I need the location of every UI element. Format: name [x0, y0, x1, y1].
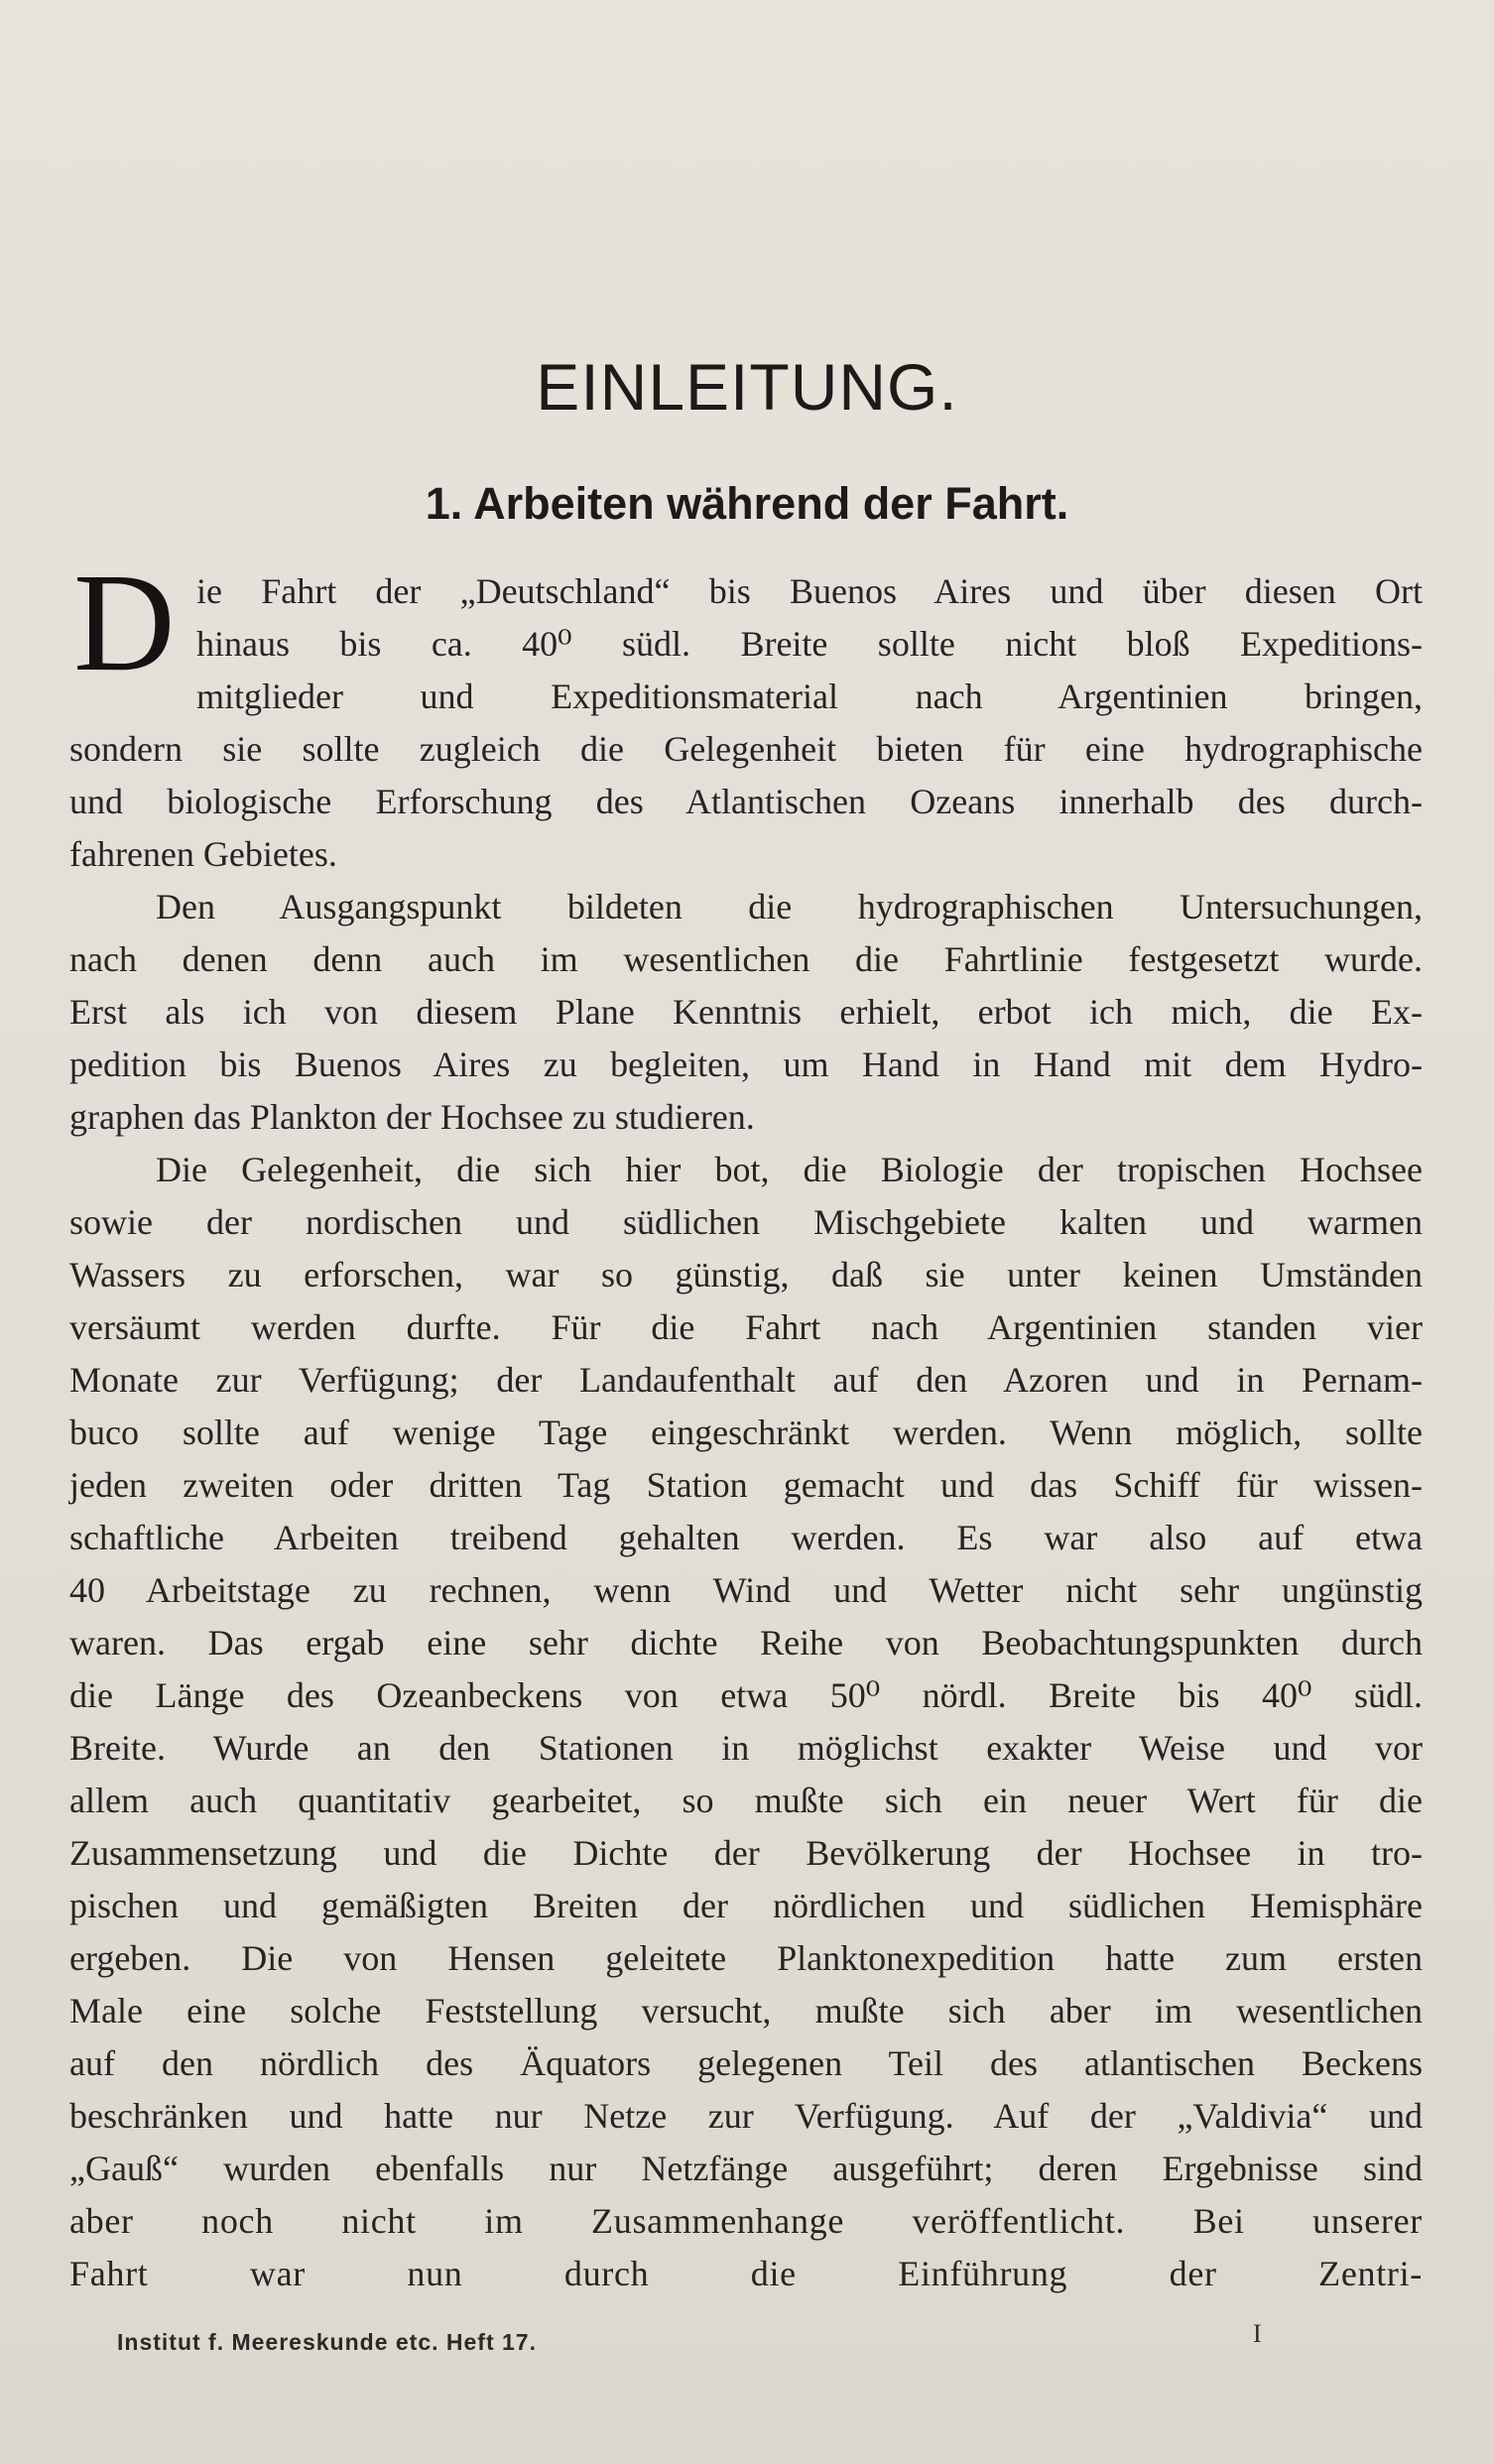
drop-cap: D	[73, 544, 176, 700]
text-line: versäumt werden durfte. Für die Fahrt nach Argentinien standen vier	[69, 1307, 1423, 1347]
text-line: buco sollte auf wenige Tage eingeschränkt werden. Wenn möglich, sollte	[69, 1413, 1423, 1452]
text-line: schaftliche Arbeiten treibend gehalten werden. Es war also auf etwa	[69, 1518, 1423, 1557]
text-line: und biologische Erforschung des Atlantischen Ozeans innerhalb des durch-	[69, 782, 1423, 821]
chapter-title: EINLEITUNG.	[536, 350, 958, 424]
text-line: die Länge des Ozeanbeckens von etwa 50⁰ nördl. Breite bis 40⁰ südl.	[69, 1675, 1423, 1715]
text-line: Wassers zu erforschen, war so günstig, daß sie unter keinen Umständen	[69, 1255, 1423, 1294]
text-line: fahrenen Gebietes.	[69, 834, 337, 874]
text-line: Die Gelegenheit, die sich hier bot, die Biologie der tropischen Hochsee	[156, 1150, 1423, 1189]
text-line: nach denen denn auch im wesentlichen die Fahrtlinie festgesetzt wurde.	[69, 939, 1423, 979]
text-line: allem auch quantitativ gearbeitet, so mußte sich ein neuer Wert für die	[69, 1781, 1423, 1820]
text-line: aber noch nicht im Zusammenhange veröffentlicht. Bei unserer	[69, 2201, 1423, 2241]
text-line: graphen das Plankton der Hochsee zu studieren.	[69, 1097, 755, 1137]
text-line: ergeben. Die von Hensen geleitete Planktonexpedition hatte zum ersten	[69, 1938, 1423, 1978]
footer-series: Institut f. Meereskunde etc. Heft 17.	[117, 2329, 537, 2355]
section-title: 1. Arbeiten während der Fahrt.	[425, 478, 1069, 529]
text-line: Breite. Wurde an den Stationen in möglichst exakter Weise und vor	[69, 1728, 1423, 1768]
text-line: Zusammensetzung und die Dichte der Bevölkerung der Hochsee in tro-	[69, 1833, 1423, 1873]
text-line: pedition bis Buenos Aires zu begleiten, um Hand in Hand mit dem Hydro-	[69, 1045, 1423, 1084]
text-line: hinaus bis ca. 40⁰ südl. Breite sollte nicht bloß Expeditions-	[196, 624, 1423, 664]
text-line: ie Fahrt der „Deutschland“ bis Buenos Aires und über diesen Ort	[196, 571, 1423, 611]
text-line: jeden zweiten oder dritten Tag Station gemacht und das Schiff für wissen-	[69, 1465, 1423, 1505]
signature-mark: I	[1253, 2319, 1262, 2348]
text-line: auf den nördlich des Äquators gelegenen Teil des atlantischen Beckens	[69, 2043, 1423, 2083]
text-line: sowie der nordischen und südlichen Mischgebiete kalten und warmen	[69, 1202, 1423, 1242]
text-line: Fahrt war nun durch die Einführung der Zentri-	[69, 2254, 1423, 2293]
text-line: sondern sie sollte zugleich die Gelegenheit bieten für eine hydrographische	[69, 729, 1423, 769]
text-line: Den Ausgangspunkt bildeten die hydrographischen Untersuchungen,	[156, 887, 1423, 926]
text-line: mitglieder und Expeditionsmaterial nach Argentinien bringen,	[196, 677, 1423, 716]
text-line: waren. Das ergab eine sehr dichte Reihe von Beobachtungspunkten durch	[69, 1623, 1423, 1663]
text-line: Monate zur Verfügung; der Landaufenthalt auf den Azoren und in Pernam-	[69, 1360, 1423, 1400]
text-line: 40 Arbeitstage zu rechnen, wenn Wind und Wetter nicht sehr ungünstig	[69, 1570, 1423, 1610]
text-line: beschränken und hatte nur Netze zur Verfügung. Auf der „Valdivia“ und	[69, 2096, 1423, 2136]
text-line: Erst als ich von diesem Plane Kenntnis erhielt, erbot ich mich, die Ex-	[69, 992, 1423, 1032]
text-line: Male eine solche Feststellung versucht, mußte sich aber im wesentlichen	[69, 1991, 1423, 2031]
text-line: pischen und gemäßigten Breiten der nördlichen und südlichen Hemisphäre	[69, 1886, 1423, 1925]
text-line: „Gauß“ wurden ebenfalls nur Netzfänge ausgeführt; deren Ergebnisse sind	[69, 2149, 1423, 2188]
